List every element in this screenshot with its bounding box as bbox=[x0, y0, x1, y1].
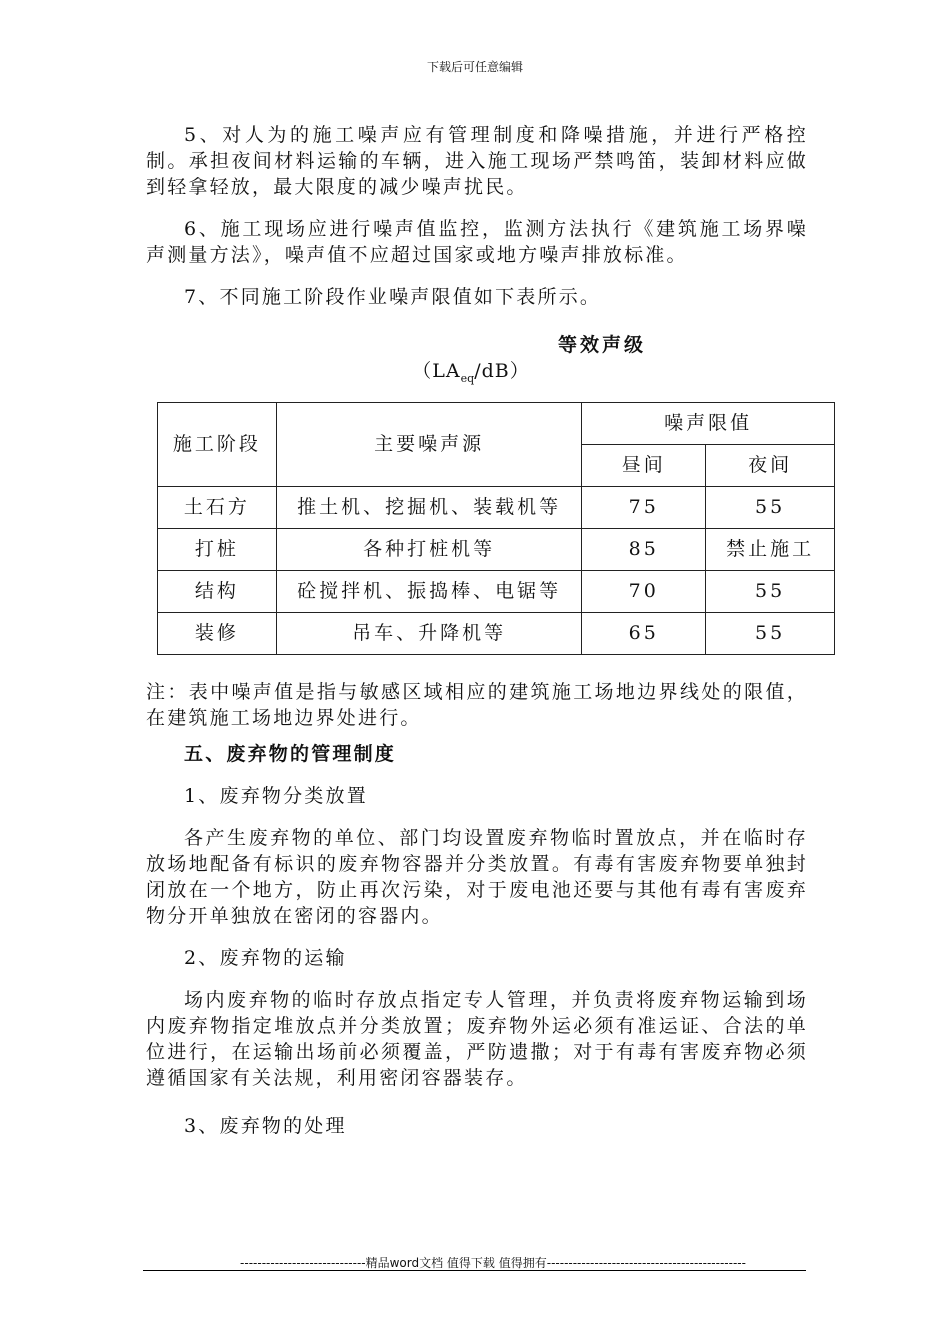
cell-stage: 结构 bbox=[158, 570, 277, 612]
subheading-transport: 2、废弃物的运输 bbox=[184, 946, 347, 969]
page-header: 下载后可任意编辑 bbox=[426, 60, 523, 74]
table-row bbox=[158, 486, 835, 528]
noise-limit-table bbox=[157, 402, 835, 655]
cell-day: 75 bbox=[582, 486, 706, 528]
cell-source: 推土机、挖掘机、装载机等 bbox=[276, 486, 582, 528]
cell-day: 85 bbox=[582, 528, 706, 570]
table-caption-title: 等效声级 bbox=[557, 334, 646, 356]
cell-stage: 装修 bbox=[158, 612, 277, 654]
header-source: 主要噪声源 bbox=[276, 402, 582, 486]
document-body bbox=[146, 122, 815, 1139]
cell-day: 70 bbox=[582, 570, 706, 612]
cell-stage: 打桩 bbox=[158, 528, 277, 570]
paragraph-classification: 各产生废弃物的单位、部门均设置废弃物临时置放点，并在临时存放场地配备有标识的废弃物容器并分类放置。有毒有害废弃物要单独封闭放在一个地方，防止再次污染，对于废电池还要与其他有毒有害废弃物分开单独放在密闭的容器内。 bbox=[146, 826, 808, 927]
header-stage: 施工阶段 bbox=[158, 402, 277, 486]
table-row bbox=[158, 570, 835, 612]
cell-source: 砼搅拌机、振捣棒、电锯等 bbox=[276, 570, 582, 612]
header-day: 昼间 bbox=[582, 444, 706, 486]
cell-stage: 土石方 bbox=[158, 486, 277, 528]
paragraph-transport: 场内废弃物的临时存放点指定专人管理，并负责将废弃物运输到场内废弃物指定堆放点并分类放置；废弃物外运必须有准运证、合法的单位进行，在运输出场前必须覆盖，严防遗撒；对于有毒有害废弃物必须遵循国家有关法规，利用密闭容器装存。 bbox=[146, 988, 808, 1089]
table-row bbox=[158, 528, 835, 570]
cell-source: 吊车、升降机等 bbox=[276, 612, 582, 654]
table-row bbox=[158, 612, 835, 654]
paragraph-noise-control: 5、对人为的施工噪声应有管理制度和降噪措施，并进行严格控制。承担夜间材料运输的车辆，进入施工现场严禁鸣笛，装卸材料应做到轻拿轻放，最大限度的减少噪声扰民。 bbox=[146, 124, 808, 198]
subheading-disposal: 3、废弃物的处理 bbox=[184, 1114, 347, 1137]
footer-rule bbox=[143, 1270, 806, 1271]
cell-day: 65 bbox=[582, 612, 706, 654]
header-limit: 噪声限值 bbox=[582, 402, 835, 444]
cell-night: 55 bbox=[706, 612, 835, 654]
paragraph-noise-monitoring: 6、施工现场应进行噪声值监控，监测方法执行《建筑施工场界噪声测量方法》，噪声值不应超过国家或地方噪声排放标准。 bbox=[146, 218, 808, 266]
subheading-classification: 1、废弃物分类放置 bbox=[184, 784, 368, 807]
cell-night: 禁止施工 bbox=[706, 528, 835, 570]
header-night: 夜间 bbox=[706, 444, 835, 486]
section-title: 五、废弃物的管理制度 bbox=[184, 742, 397, 765]
cell-night: 55 bbox=[706, 486, 835, 528]
table-caption-unit: $(LA_{eq}/dB)$ bbox=[412, 360, 530, 385]
page-footer: -----------------------------精品word文档 值得下载 值得拥有---------------------------------------------- bbox=[240, 1256, 746, 1270]
paragraph-table-intro: 7、不同施工阶段作业噪声限值如下表所示。 bbox=[184, 286, 602, 308]
table-note: 注：表中噪声值是指与敏感区域相应的建筑施工场地边界线处的限值，在建筑施工场地边界处进行。 bbox=[146, 680, 808, 729]
cell-source: 各种打桩机等 bbox=[276, 528, 582, 570]
cell-night: 55 bbox=[706, 570, 835, 612]
